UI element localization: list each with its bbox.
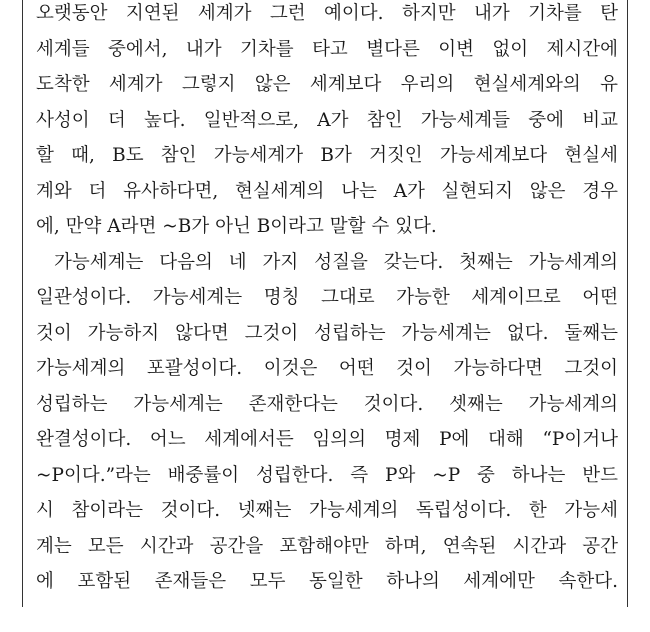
text-line: 오랫동안 지연된 세계가 그런 예이다. 하지만 내가 기차를 탄 <box>36 3 618 24</box>
body-text <box>36 0 618 600</box>
text-line: 계와 더 유사하다면, 현실세계의 나는 A가 실현되지 않은 경우 <box>36 180 618 202</box>
text-line: 시 참이라는 것이다. 넷째는 가능세계의 독립성이다. 한 가능세 <box>36 500 618 521</box>
text-line: 성립하는 가능세계는 존재한다는 것이다. 셋째는 가능세계의 <box>36 393 618 415</box>
text-line: ~P이다.”라는 배중률이 성립한다. 즉 P와 ~P 중 하나는 반드 <box>36 464 618 486</box>
text-line: 에, 만약 A라면 ~B가 아닌 B이라고 말할 수 있다. <box>36 216 437 237</box>
text-line: 할 때, B도 참인 가능세계가 B가 거짓인 가능세계보다 현실세 <box>36 145 618 166</box>
text-line: 계는 모든 시간과 공간을 포함해야만 하며, 연속된 시간과 공간 <box>36 535 618 557</box>
text-line: 것이 가능하지 않다면 그것이 성립하는 가능세계는 없다. 둘째는 <box>36 322 618 344</box>
text-line: 가능세계의 포괄성이다. 이것은 어떤 것이 가능하다면 그것이 <box>36 358 618 379</box>
text-line: 사성이 더 높다. 일반적으로, A가 참인 가능세계들 중에 비교 <box>36 109 618 131</box>
text-line: 일관성이다. 가능세계는 명칭 그대로 가능한 세계이므로 어떤 <box>36 287 618 308</box>
text-line: 완결성이다. 어느 세계에서든 임의의 명제 P에 대해 “P이거나 <box>36 429 618 450</box>
right-border-line <box>627 0 628 607</box>
text-line: 에 포함된 존재들은 모두 동일한 하나의 세계에만 속한다. <box>36 571 618 592</box>
text-line: 가능세계는 다음의 네 가지 성질을 갖는다. 첫째는 가능세계의 <box>54 251 618 273</box>
text-line: 도착한 세계가 그렇지 않은 세계보다 우리의 현실세계와의 유 <box>36 74 618 95</box>
text-line: 세계들 중에서, 내가 기차를 타고 별다른 이변 없이 제시간에 <box>36 38 618 60</box>
left-border-line <box>22 0 23 607</box>
